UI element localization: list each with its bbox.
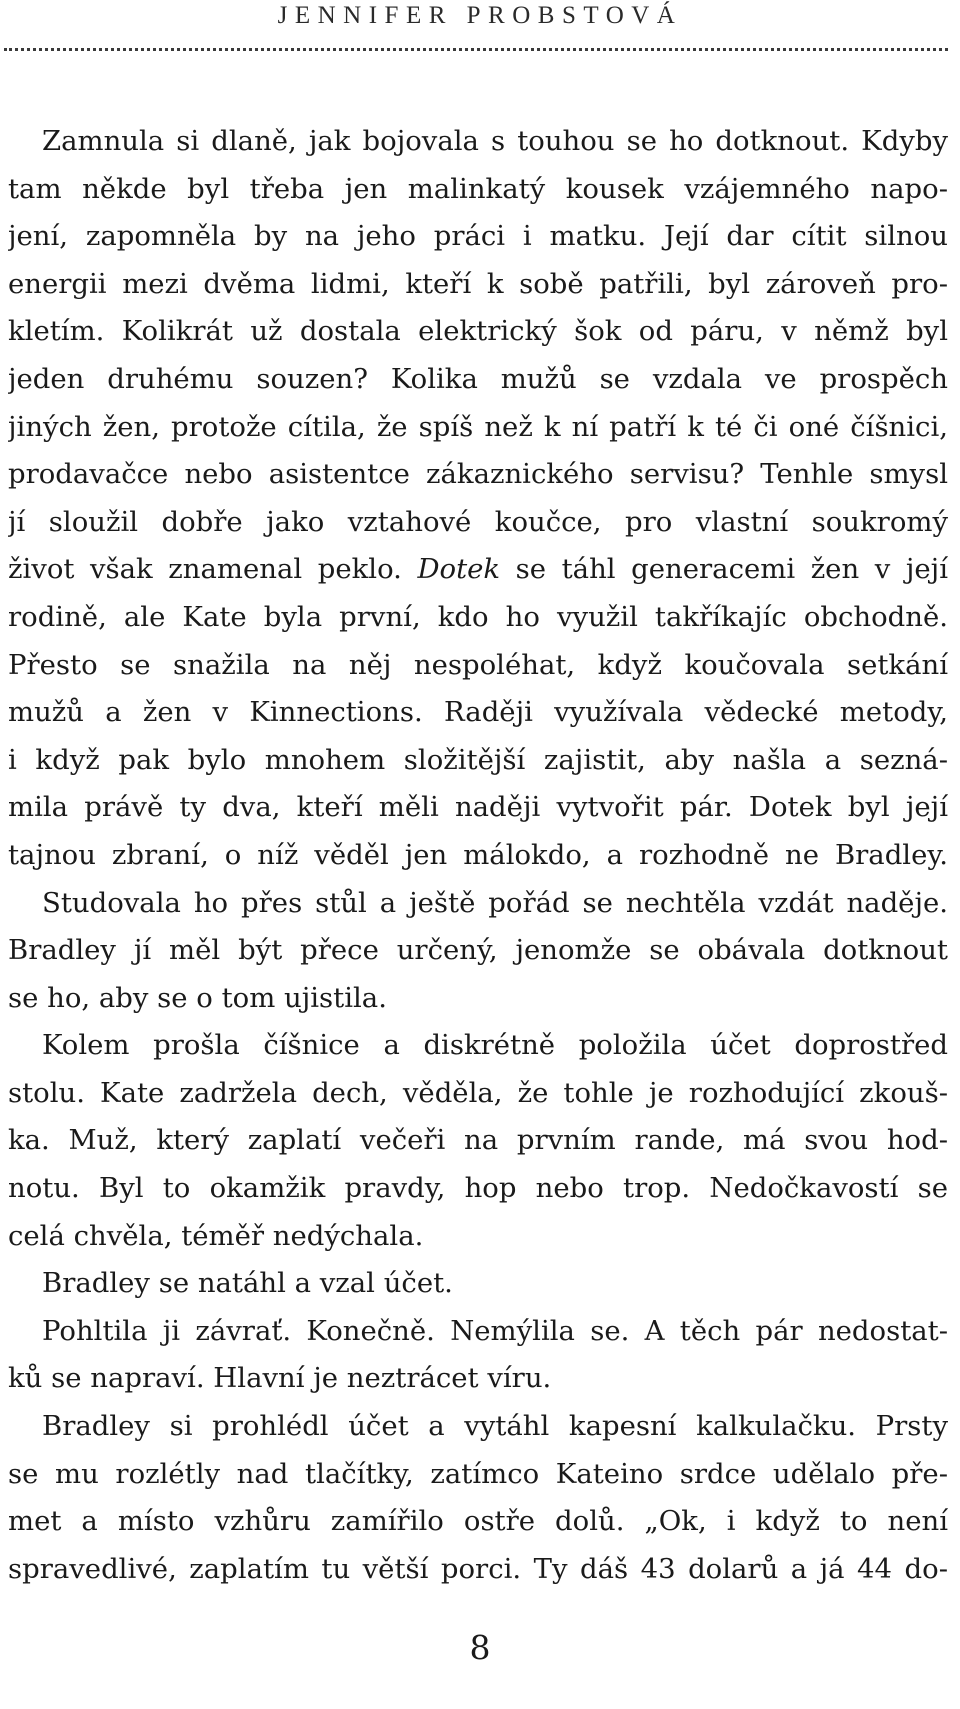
text-line: se ho, aby se o tom ujistila. [8, 981, 387, 1014]
text-line: ka. Muž, který zaplatí večeři na prvním rande, má svou hod- [8, 1124, 948, 1157]
text-line: jí sloužil dobře jako vztahové koučce, pro vlastní soukromý [8, 505, 948, 538]
text-line: celá chvěla, téměř nedýchala. [8, 1219, 424, 1252]
text-line: stolu. Kate zadržela dech, věděla, že tohle je rozhodující zkouš- [8, 1076, 948, 1109]
running-head-author: JENNIFER PROBSTOVÁ [277, 2, 683, 29]
text-line: Bradley si prohlédl účet a vytáhl kapesní kalkulačku. Prsty [42, 1410, 948, 1443]
body-text [8, 118, 948, 1593]
text-line: kletím. Kolikrát už dostala elektrický šok od páru, v němž byl [8, 315, 948, 348]
text-line: tam někde byl třeba jen malinkatý kousek vzájemného napo- [8, 172, 948, 205]
text-line: se mu rozlétly nad tlačítky, zatímco Kateino srdce udělalo pře- [8, 1457, 948, 1490]
text-line [8, 546, 948, 594]
text-line: Pohltila ji závrať. Konečně. Nemýlila se. A těch pár nedostat- [42, 1314, 948, 1347]
text-line: prodavačce nebo asistentce zákaznického servisu? Tenhle smysl [8, 458, 948, 491]
text-line: ků se napraví. Hlavní je neztrácet víru. [8, 1362, 552, 1395]
text-line: Bradley jí měl být přece určený, jenomže se obávala dotknout [8, 934, 948, 967]
text-line: notu. Byl to okamžik pravdy, hop nebo trop. Nedočkavostí se [8, 1172, 948, 1205]
page-number: 8 [469, 1628, 491, 1667]
text-line: Zamnula si dlaně, jak bojovala s touhou se ho dotknout. Kdyby [42, 125, 948, 157]
text-line: jeden druhému souzen? Kolika mužů se vzdala ve prospěch [8, 362, 948, 395]
text-line: rodině, ale Kate byla první, kdo ho využil takříkajíc obchodně. [8, 600, 948, 633]
text-line: energii mezi dvěma lidmi, kteří k sobě patřili, byl zároveň pro- [8, 267, 948, 300]
text-line: jení, zapomněla by na jeho práci i matku. Její dar cítit silnou [8, 220, 948, 253]
text-line: spravedlivé, zaplatím tu větší porci. Ty dáš 43 dolarů a já 44 do- [8, 1552, 948, 1585]
text-line: Studovala ho přes stůl a ještě pořád se nechtěla vzdát naděje. [42, 886, 948, 919]
text-line: tajnou zbraní, o níž věděl jen málokdo, a rozhodně ne Bradley. [8, 838, 948, 871]
header-dotted-rule [4, 48, 948, 51]
text-line: met a místo vzhůru zamířilo ostře dolů. „Ok, i když to není [8, 1505, 948, 1538]
text-line: mužů a žen v Kinnections. Raději využívala vědecké metody, [8, 696, 948, 729]
emphasis-dotek: Dotek [417, 553, 501, 586]
text-line: Přesto se snažila na něj nespoléhat, když koučovala setkání [8, 648, 948, 681]
text-line: mila právě ty dva, kteří měli naději vytvořit pár. Dotek byl její [8, 791, 948, 824]
text-line: Bradley se natáhl a vzal účet. [42, 1267, 453, 1300]
text-line: jiných žen, protože cítila, že spíš než k ní patří k té či oné číšnici, [8, 410, 948, 443]
text-line: i když pak bylo mnohem složitější zajistit, aby našla a sezná- [8, 743, 948, 776]
text-line: Kolem prošla číšnice a diskrétně položila účet doprostřed [42, 1029, 948, 1062]
text-line-content: život však znamenal peklo. Dotek se táhl generacemi žen v její [8, 553, 948, 586]
